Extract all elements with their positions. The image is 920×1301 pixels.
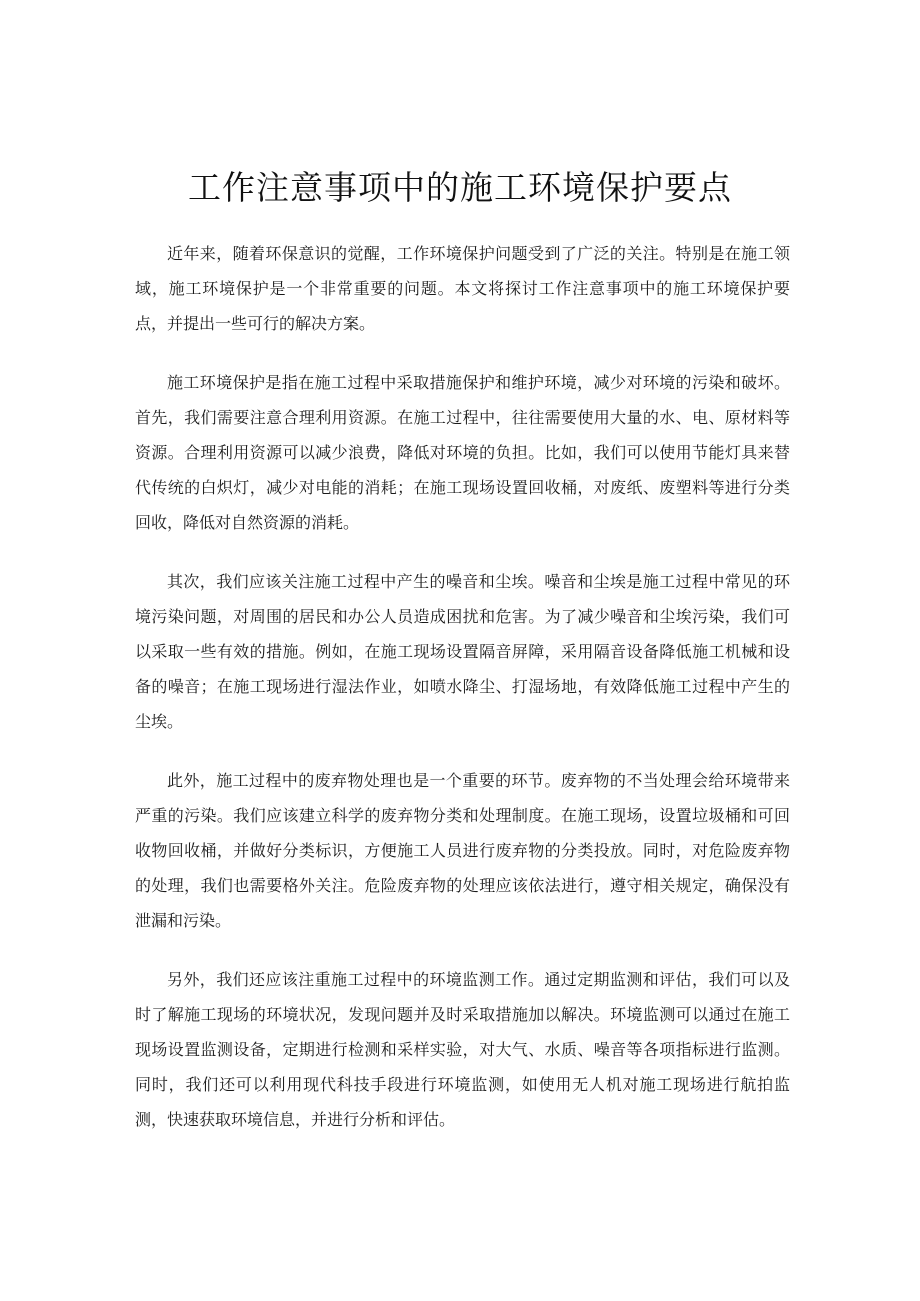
paragraph-3: 其次，我们应该关注施工过程中产生的噪音和尘埃。噪音和尘埃是施工过程中常见的环境污染问题，对周围的居民和办公人员造成困扰和危害。为了减少噪音和尘埃污染，我们可以采取一些有效的措施。例如，在施工现场设置隔音屏障，采用隔音设备降低施工机械和设备的噪音；在施工现场进行湿法作业，如喷水降尘、打湿场地，有效降低施工过程中产生的尘埃。: [135, 572, 790, 731]
paragraph-4: 此外，施工过程中的废弃物处理也是一个重要的环节。废弃物的不当处理会给环境带来严重的污染。我们应该建立科学的废弃物分类和处理制度。在施工现场，设置垃圾桶和可回收物回收桶，并做好分类标识，方便施工人员进行废弃物的分类投放。同时，对危险废弃物的处理，我们也需要格外关注。危险废弃物的处理应该依法进行，遵守相关规定，确保没有泄漏和污染。: [135, 771, 790, 930]
paragraph-1: 近年来，随着环保意识的觉醒，工作环境保护问题受到了广泛的关注。特别是在施工领域，施工环境保护是一个非常重要的问题。本文将探讨工作注意事项中的施工环境保护要点，并提出一些可行的解决方案。: [135, 244, 790, 333]
paragraph-5: 另外，我们还应该注重施工过程中的环境监测工作。通过定期监测和评估，我们可以及时了解施工现场的环境状况，发现问题并及时采取措施加以解决。环境监测可以通过在施工现场设置监测设备，定期进行检测和采样实验，对大气、水质、噪音等各项指标进行监测。同时，我们还可以利用现代科技手段进行环境监测，如使用无人机对施工现场进行航拍监测，快速获取环境信息，并进行分析和评估。: [135, 970, 790, 1129]
document-body: [135, 236, 790, 1161]
document-title: 工作注意事项中的施工环境保护要点: [188, 168, 732, 207]
paragraph-2: 施工环境保护是指在施工过程中采取措施保护和维护环境，减少对环境的污染和破坏。首先，我们需要注意合理利用资源。在施工过程中，往往需要使用大量的水、电、原材料等资源。合理利用资源可以减少浪费，降低对环境的负担。比如，我们可以使用节能灯具来替代传统的白炽灯，减少对电能的消耗；在施工现场设置回收桶，对废纸、废塑料等进行分类回收，降低对自然资源的消耗。: [135, 373, 790, 532]
